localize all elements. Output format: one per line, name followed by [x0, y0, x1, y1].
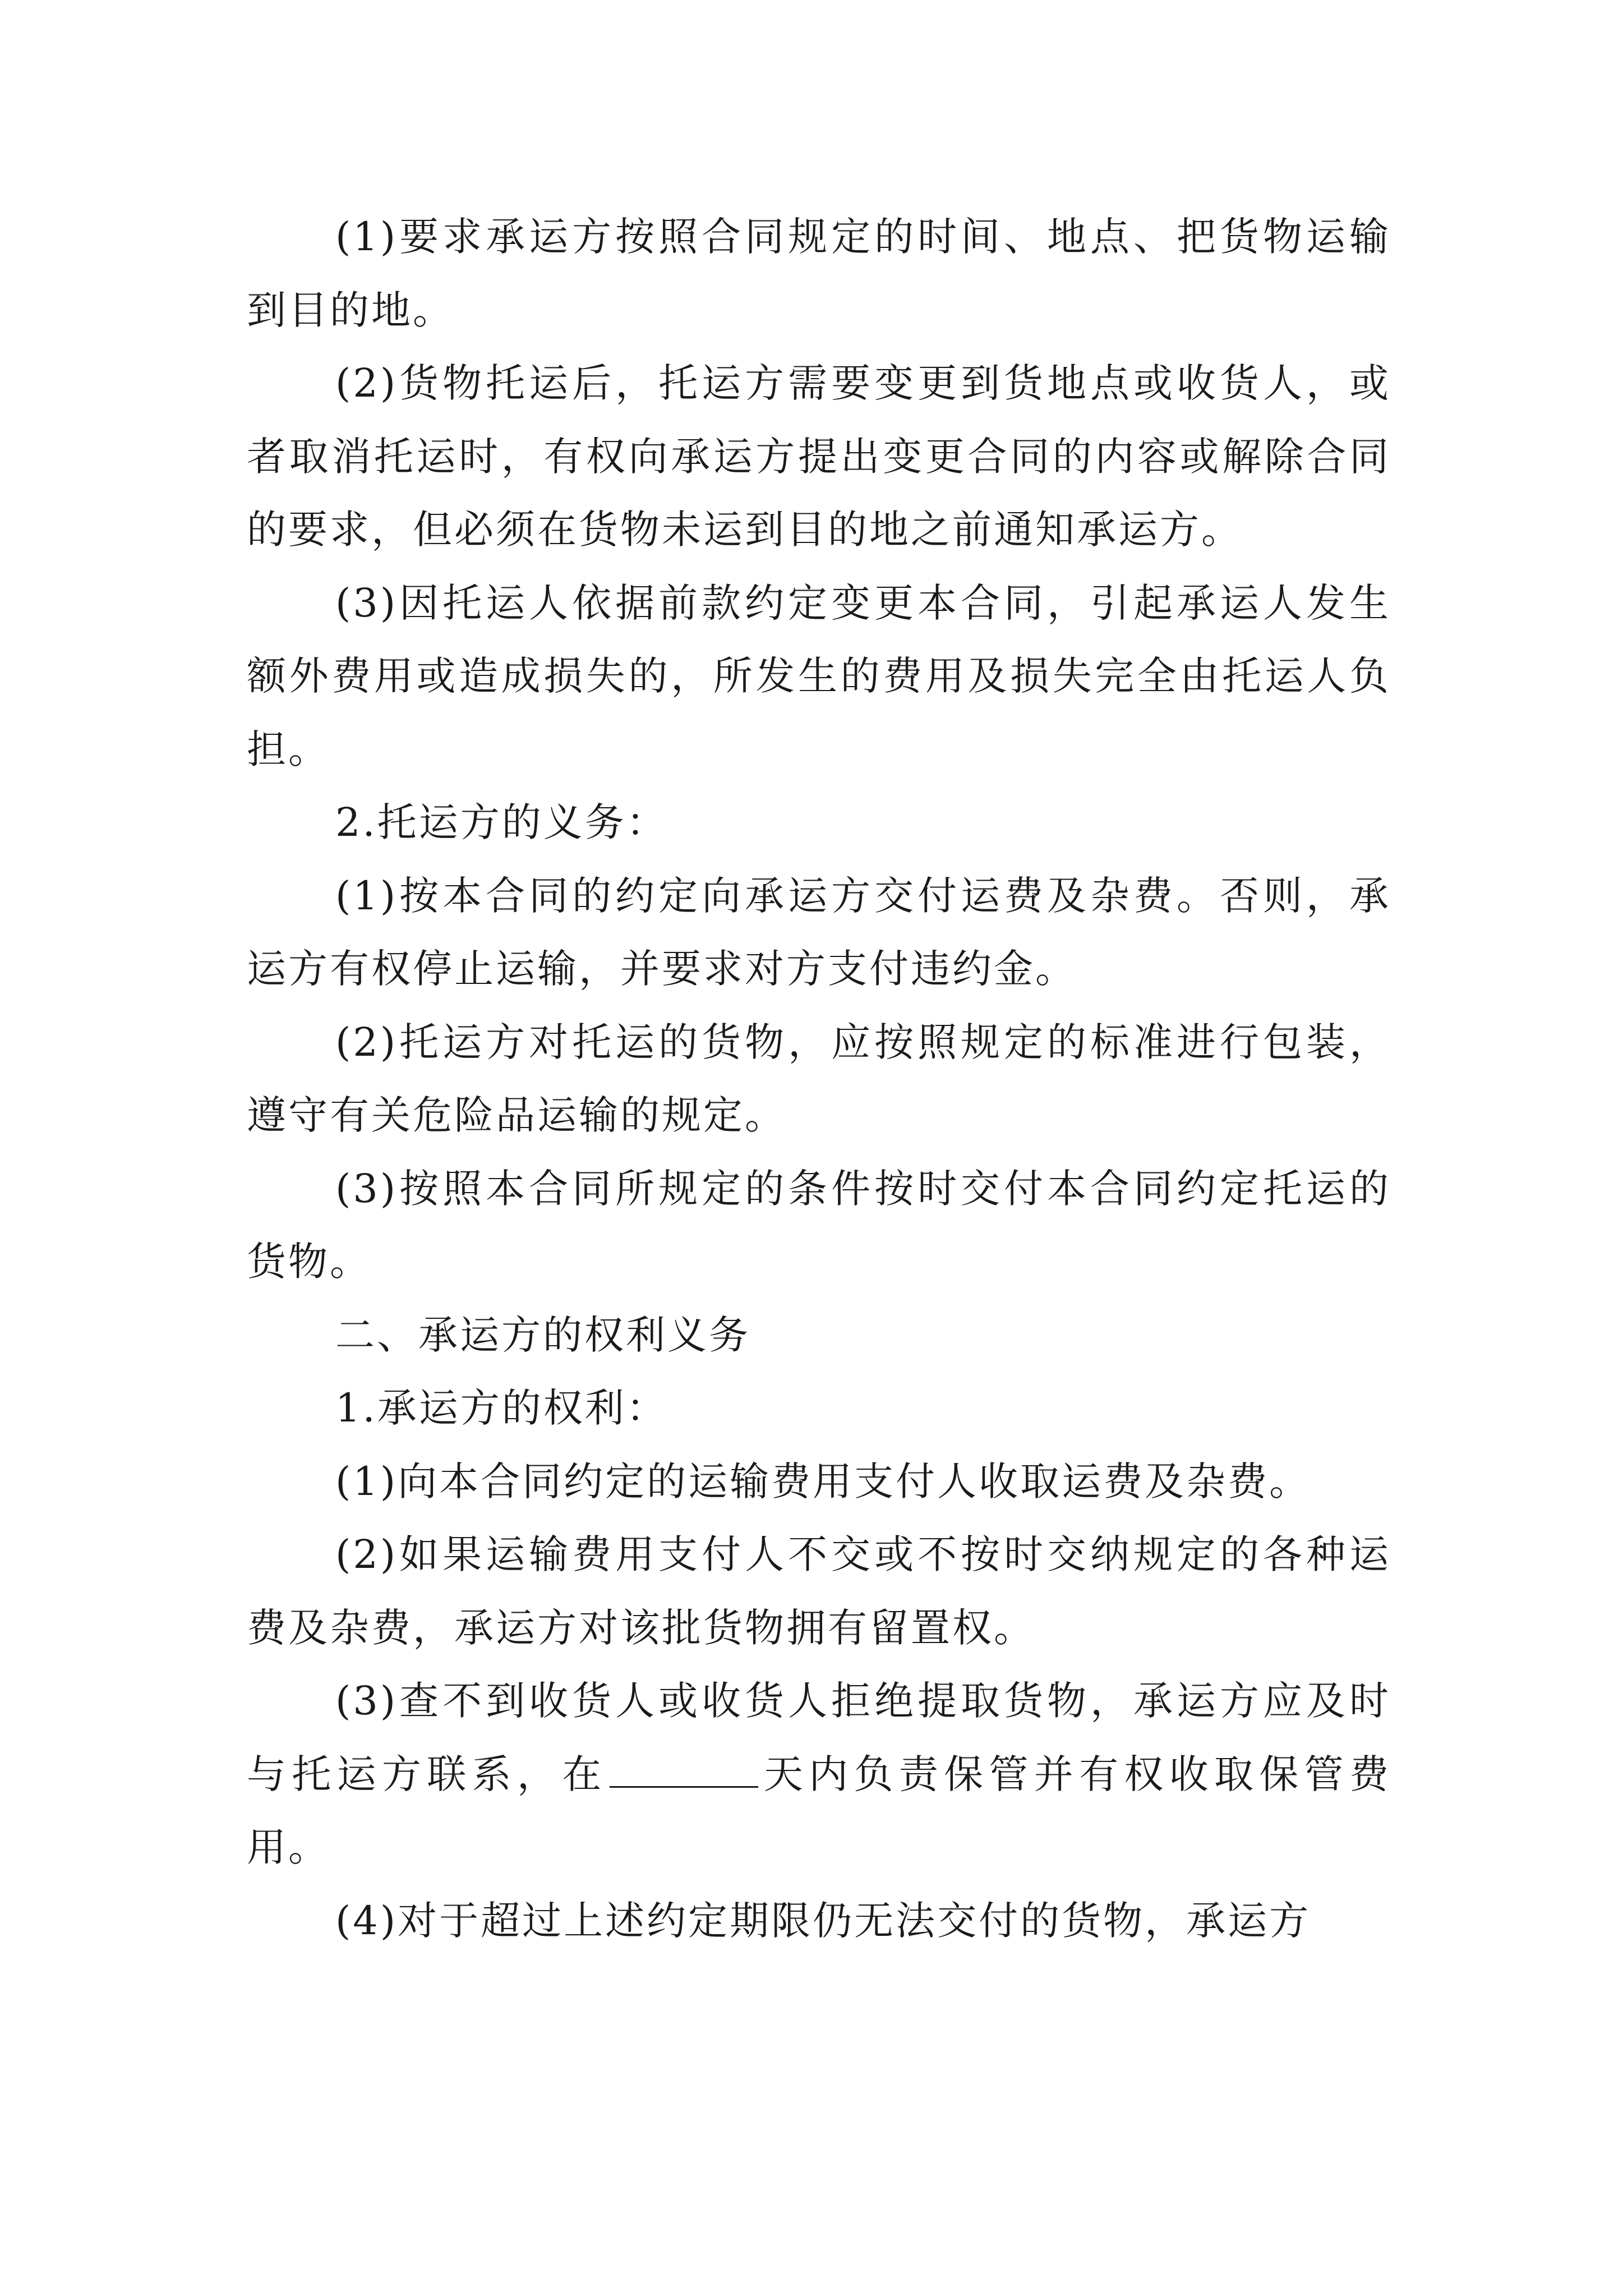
paragraph-12	[247, 1664, 1391, 1884]
paragraph-11: (2)如果运输费用支付人不交或不按时交纳规定的各种运费及杂费，承运方对该批货物拥有留置权。	[247, 1531, 1391, 1651]
paragraph-10: (1)向本合同约定的运输费用支付人收取运费及杂费。	[335, 1458, 1311, 1504]
fill-in-blank-days	[610, 1754, 758, 1788]
paragraph-6: (2)托运方对托运的货物，应按照规定的标准进行包装，遵守有关危险品运输的规定。	[247, 1019, 1391, 1138]
paragraph-2: (2)货物托运后，托运方需要变更到货地点或收货人，或者取消托运时，有权向承运方提出变更合同的内容或解除合同的要求，但必须在货物未运到目的地之前通知承运方。	[247, 360, 1391, 553]
paragraph-13: (4)对于超过上述约定期限仍无法交付的货物，承运方	[335, 1897, 1311, 1944]
section-heading-carrier-rights-obligations: 二、承运方的权利义务	[335, 1312, 750, 1358]
document-body	[247, 200, 1391, 1957]
paragraph-7: (3)按照本合同所规定的条件按时交付本合同约定托运的货物。	[247, 1165, 1391, 1285]
paragraph-3: (3)因托运人依据前款约定变更本合同，引起承运人发生额外费用或造成损失的，所发生的费用及损失完全由托运人负担。	[247, 579, 1391, 772]
paragraph-12-after-blank: 天内负责保管并有权收取保管费用。	[247, 1751, 1391, 1870]
section-heading-carrier-rights: 1.承运方的权利：	[335, 1385, 668, 1431]
section-heading-consignor-obligations: 2.托运方的义务：	[335, 799, 668, 845]
paragraph-12-before-blank: (3)查不到收货人或收货人拒绝提取货物，承运方应及时与托运方联系，在	[247, 1678, 1391, 1797]
paragraph-5: (1)按本合同的约定向承运方交付运费及杂费。否则，承运方有权停止运输，并要求对方支付违约金。	[247, 872, 1391, 992]
paragraph-1: (1)要求承运方按照合同规定的时间、地点、把货物运输到目的地。	[247, 214, 1391, 333]
